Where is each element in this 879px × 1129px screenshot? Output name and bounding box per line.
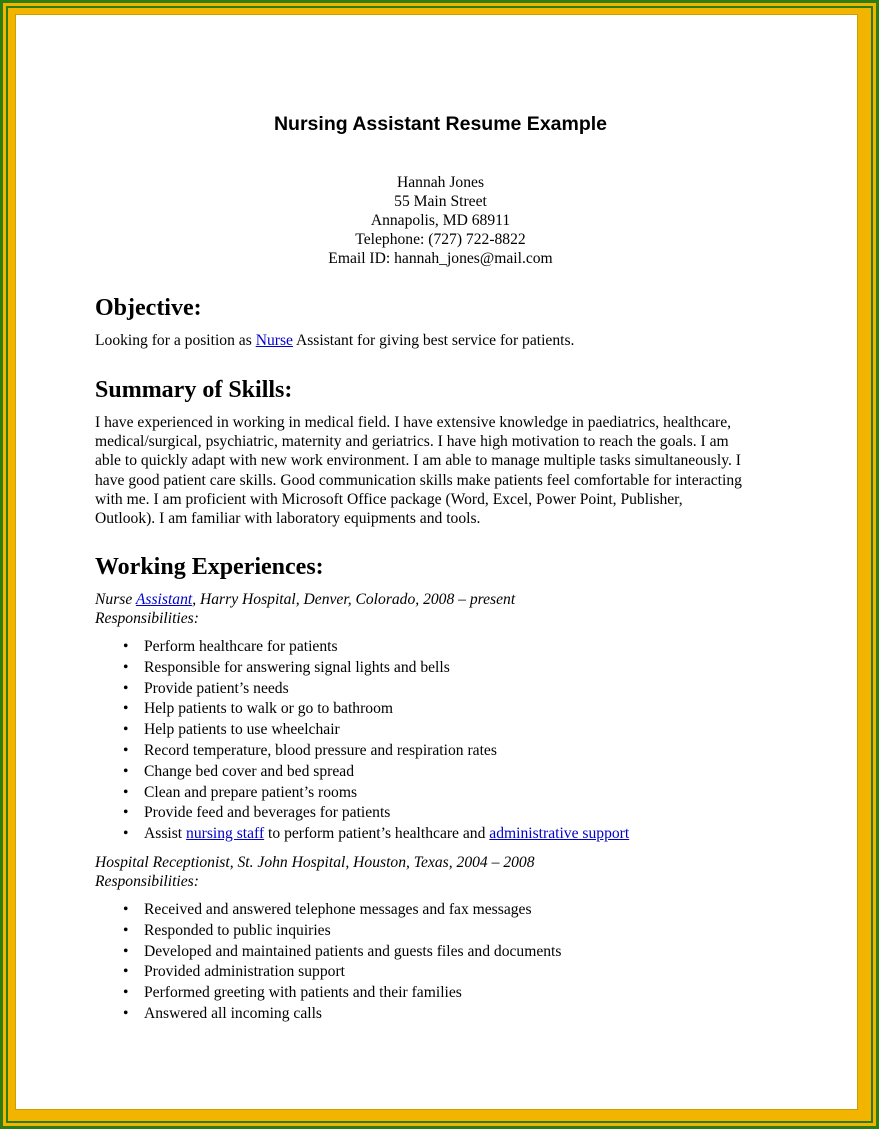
- objective-heading: Objective:: [95, 295, 202, 321]
- skills-heading: Summary of Skills:: [95, 377, 293, 403]
- skills-paragraph: [95, 413, 800, 528]
- contact-email: Email ID: hannah_jones@mail.com: [328, 250, 553, 267]
- page-title: Nursing Assistant Resume Example: [273, 113, 608, 135]
- list-item: • Help patients to walk or go to bathroom: [123, 699, 629, 720]
- list-item: • Performed greeting with patients and their families: [123, 983, 561, 1004]
- assistant-link[interactable]: Assistant: [135, 591, 193, 608]
- job1-responsibilities-label: Responsibilities:: [95, 610, 199, 627]
- assist-text-middle: to perform patient’s healthcare and: [264, 825, 490, 843]
- job2-title: Hospital Receptionist, St. John Hospital, Houston, Texas, 2004 – 2008: [95, 854, 535, 871]
- nursing-staff-link[interactable]: nursing staff: [186, 825, 265, 843]
- list-item: • Responded to public inquiries: [123, 921, 561, 942]
- contact-telephone: Telephone: (727) 722-8822: [355, 231, 526, 248]
- job2-responsibilities-label: Responsibilities:: [95, 873, 199, 890]
- list-item: • Provided administration support: [123, 962, 561, 983]
- skills-line: Outlook). I am familiar with laboratory equipments and tools.: [95, 510, 481, 528]
- contact-city: Annapolis, MD 68911: [370, 212, 511, 229]
- resume-page: [15, 14, 858, 1110]
- list-item: • Provide feed and beverages for patients: [123, 803, 629, 824]
- job2-header: [95, 853, 535, 891]
- job1-header: [95, 590, 515, 628]
- list-item: • Answered all incoming calls: [123, 1004, 561, 1025]
- list-item: • Received and answered telephone messages and fax messages: [123, 900, 561, 921]
- objective-text-after: Assistant for giving best service for patients.: [292, 332, 575, 349]
- list-item: • Developed and maintained patients and guests files and documents: [123, 942, 561, 963]
- job1-title-prefix: Nurse: [95, 591, 136, 608]
- skills-line: medical/surgical, psychiatric, maternity and geriatrics. I have high motivation to reach the goals. I am: [95, 433, 729, 451]
- administrative-support-link[interactable]: administrative support: [489, 825, 630, 843]
- assist-text: Assist: [144, 825, 187, 843]
- job2-responsibilities-list: [123, 900, 561, 1025]
- contact-block: [95, 173, 786, 268]
- list-item: • Responsible for answering signal lights and bells: [123, 658, 629, 679]
- objective-text: [95, 331, 800, 350]
- list-item: • Help patients to use wheelchair: [123, 720, 629, 741]
- skills-line: I have experienced in working in medical field. I have extensive knowledge in paediatrics, healthcare,: [95, 414, 732, 431]
- list-item: • Record temperature, blood pressure and respiration rates: [123, 741, 629, 762]
- skills-line: able to quickly adapt with new work environment. I am able to manage multiple tasks simultaneously. I: [95, 452, 741, 470]
- list-item: [123, 824, 629, 845]
- nurse-link[interactable]: Nurse: [255, 332, 293, 349]
- list-item: • Clean and prepare patient’s rooms: [123, 783, 629, 804]
- experience-heading: Working Experiences:: [95, 554, 324, 580]
- objective-text-before: Looking for a position as: [95, 332, 256, 349]
- job1-title: [95, 590, 515, 609]
- skills-line: with me. I am proficient with Microsoft Office package (Word, Excel, Power Point, Publisher,: [95, 490, 683, 508]
- list-item: • Perform healthcare for patients: [123, 637, 629, 658]
- skills-line: have good patient care skills. Good communication skills make patients feel comfortable for interacting: [95, 471, 742, 489]
- contact-street: 55 Main Street: [394, 193, 487, 210]
- list-item: • Provide patient’s needs: [123, 679, 629, 700]
- contact-name: Hannah Jones: [396, 174, 485, 191]
- job1-title-suffix: , Harry Hospital, Denver, Colorado, 2008 – present: [192, 591, 516, 608]
- list-item: • Change bed cover and bed spread: [123, 762, 629, 783]
- job1-responsibilities-list: [123, 637, 629, 845]
